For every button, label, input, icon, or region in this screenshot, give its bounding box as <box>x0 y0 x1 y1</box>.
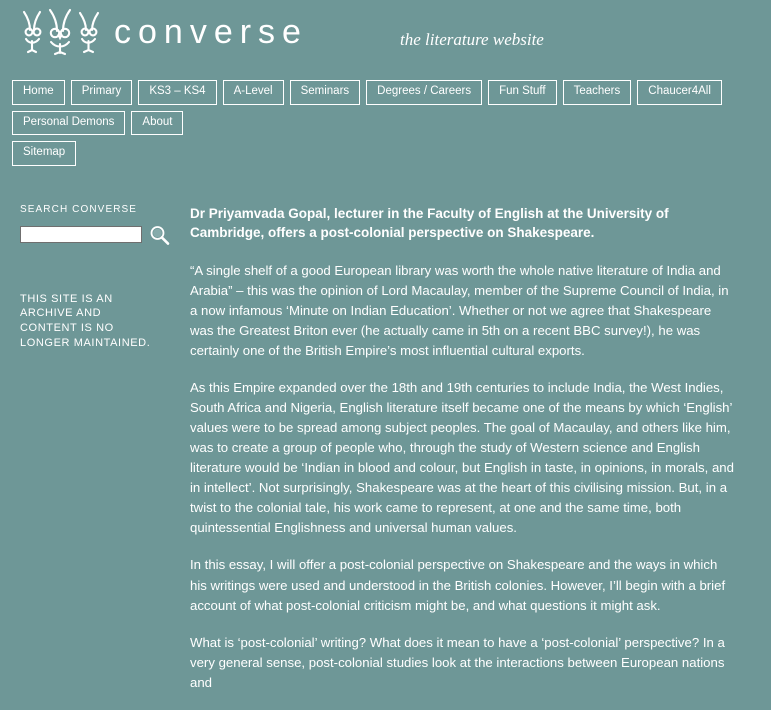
masthead <box>0 0 771 72</box>
nav-item-sitemap[interactable]: Sitemap <box>12 141 76 166</box>
sidebar <box>0 204 190 710</box>
body-columns <box>0 166 771 710</box>
search-form <box>20 224 190 246</box>
nav-row <box>12 80 771 135</box>
article-paragraph-2: As this Empire expanded over the 18th and 19th centuries to include India, the West Indies, South Africa and Nigeria, English literature itself became one of the means by which ‘English’ values were to be spread among subject peoples. The goal of Macaulay, and others like him, was to create a group of people who, through the study of Western science and English literature would be ‘Indian in blood and colour, but English in taste, in opinions, in morals, and in intellect’. Not surprisingly, Shakespeare was at the heart of this civilising mission. But, in a twist to the colonial tale, his work came to represent, at one and the same time, both quintessential Englishness and universal human values. <box>190 379 734 536</box>
archive-notice: THIS SITE IS AN ARCHIVE AND CONTENT IS NO LONGER MAINTAINED. <box>20 292 151 350</box>
article-lede: Dr Priyamvada Gopal, lecturer in the Faculty of English at the University of Cambridge, offers a post-colonial perspective on Shakespeare. <box>190 205 669 241</box>
nav-item-fun-stuff[interactable]: Fun Stuff <box>488 80 556 105</box>
owls-logo-icon <box>18 8 100 56</box>
nav-item-seminars[interactable]: Seminars <box>290 80 361 105</box>
brand-name: converse <box>114 13 308 51</box>
nav-item-ks3-ks4[interactable]: KS3 – KS4 <box>138 80 216 105</box>
nav-item-about[interactable]: About <box>131 111 183 136</box>
nav-item-personal-demons[interactable]: Personal Demons <box>12 111 125 136</box>
article-paragraph-3: In this essay, I will offer a post-colonial perspective on Shakespeare and the ways in which his writings were used and understood in the British colonies. However, I’ll begin with a brief account of what post-colonial criticism might be, and what questions it might ask. <box>190 557 726 613</box>
article-content <box>190 204 752 710</box>
nav-item-a-level[interactable]: A-Level <box>223 80 284 105</box>
search-input[interactable] <box>20 226 142 243</box>
nav-row-secondary <box>12 141 771 166</box>
article-paragraph-4: What is ‘post-colonial’ writing? What does it mean to have a ‘post-colonial’ perspective? In a very general sense, post-colonial studies look at the interactions between European nations and <box>190 634 725 690</box>
nav-item-home[interactable]: Home <box>12 80 65 105</box>
nav-item-chaucer4all[interactable]: Chaucer4All <box>637 80 722 105</box>
brand[interactable] <box>18 8 771 56</box>
main-navigation <box>0 72 771 166</box>
search-submit-button[interactable] <box>148 224 170 246</box>
nav-item-teachers[interactable]: Teachers <box>563 80 632 105</box>
article-paragraph-1: “A single shelf of a good European library was worth the whole native literature of India and Arabia” – this was the opinion of Lord Macaulay, member of the Supreme Council of India, in a now infamous ‘Minute on Indian Education’. Whether or not we agree that Shakespeare was the Greatest Briton ever (he actually came in 5th on a recent BBC survey!), he was certainly one of the British Empire’s most influential cultural exports. <box>190 262 729 358</box>
site-tagline: the literature website <box>400 30 544 49</box>
nav-item-primary[interactable]: Primary <box>71 80 133 105</box>
search-heading: SEARCH CONVERSE <box>20 203 138 215</box>
nav-item-degrees-careers[interactable]: Degrees / Careers <box>366 80 482 105</box>
magnifying-glass-icon <box>148 234 170 249</box>
